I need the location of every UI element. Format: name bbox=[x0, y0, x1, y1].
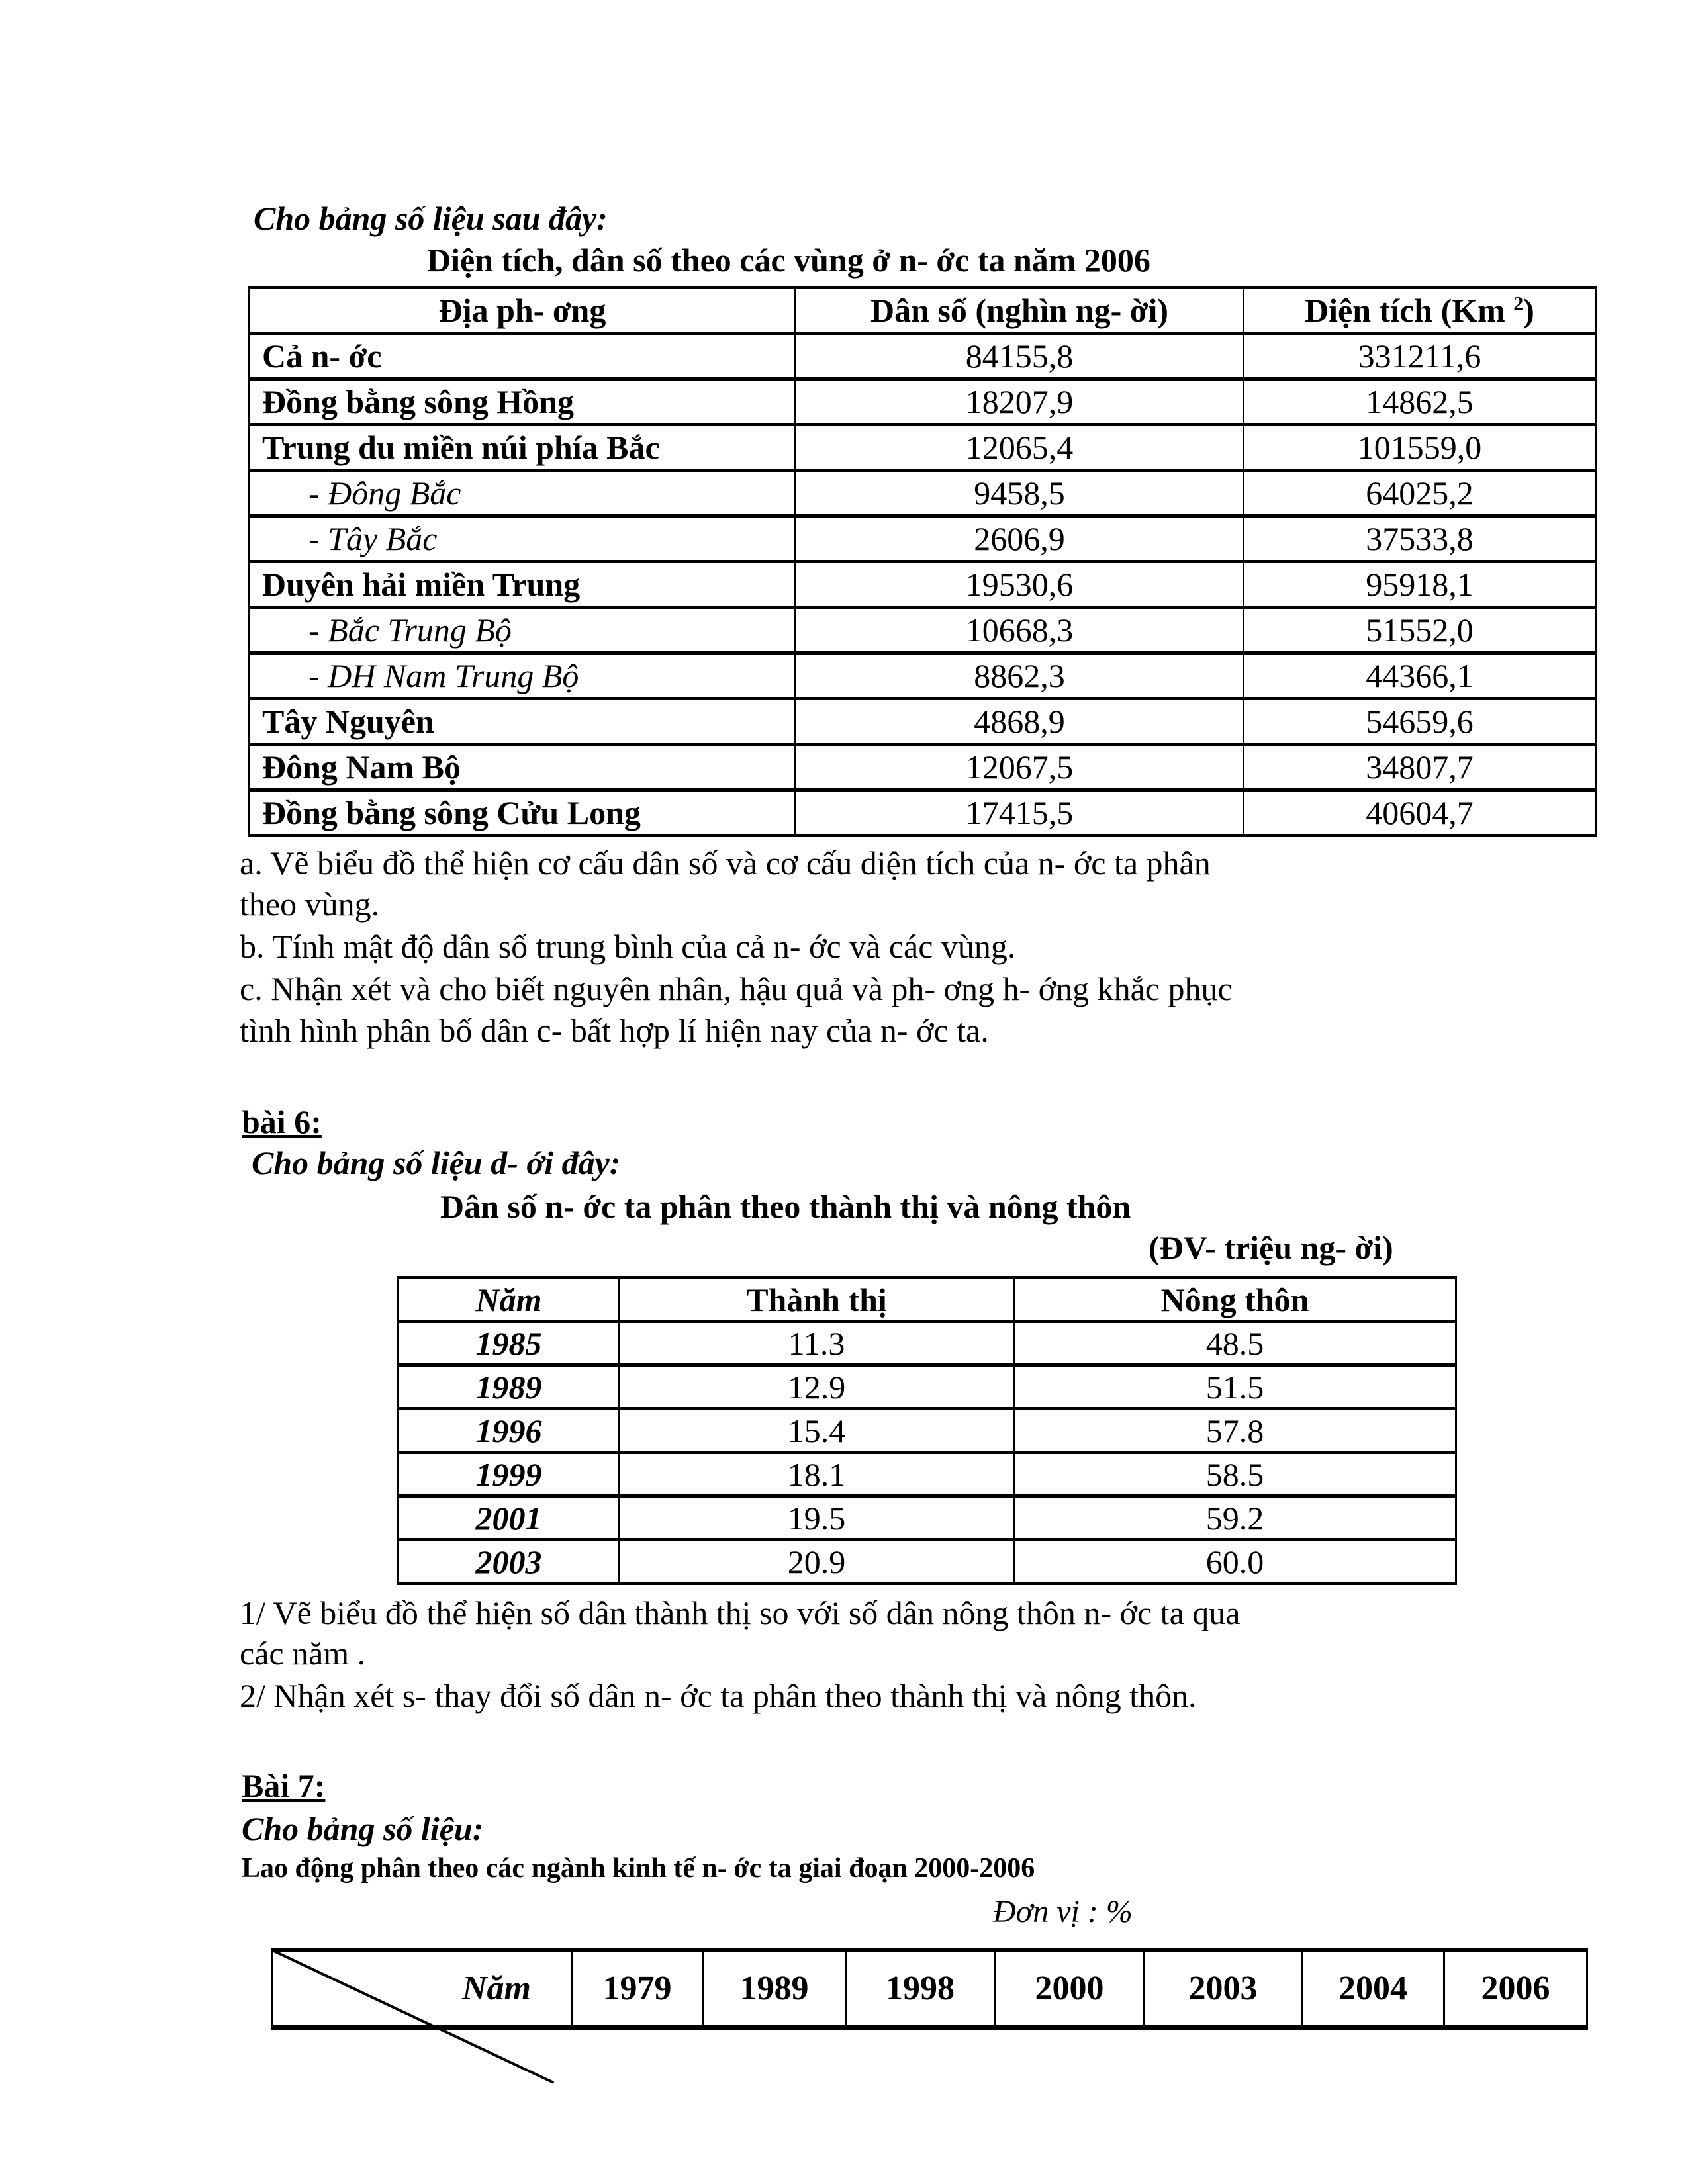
population-value: 9458,5 bbox=[796, 471, 1244, 516]
column-header-year-2004: 2004 bbox=[1302, 1950, 1444, 2028]
table-header-row bbox=[273, 1950, 1587, 2028]
table-title: Lao động phân theo các ngành kinh tế n- ớc ta giai đoạn 2000-2006 bbox=[242, 1853, 1035, 1884]
column-header-area bbox=[1244, 288, 1596, 334]
area-value: 54659,6 bbox=[1244, 699, 1596, 745]
table-row bbox=[399, 1322, 1456, 1365]
area-value: 37533,8 bbox=[1244, 516, 1596, 562]
area-value: 34807,7 bbox=[1244, 745, 1596, 790]
region-name: Đông Nam Bộ bbox=[250, 745, 796, 790]
column-header-region: Địa ph- ơng bbox=[250, 288, 796, 334]
rural-value: 60.0 bbox=[1014, 1540, 1456, 1584]
table-header-row bbox=[250, 288, 1596, 334]
question-1-line2: các năm . bbox=[240, 1635, 366, 1672]
question-c-line1: c. Nhận xét và cho biết nguyên nhân, hậu quả và ph- ơng h- ớng khắc phục bbox=[240, 970, 1233, 1007]
population-value: 4868,9 bbox=[796, 699, 1244, 745]
urban-value: 12.9 bbox=[620, 1365, 1014, 1409]
table-title: Diện tích, dân số theo các vùng ở n- ớc ta năm 2006 bbox=[427, 242, 1150, 279]
superscript: 2 bbox=[1513, 293, 1524, 315]
area-value: 14862,5 bbox=[1244, 379, 1596, 425]
rural-value: 57.8 bbox=[1014, 1409, 1456, 1453]
rural-value: 58.5 bbox=[1014, 1453, 1456, 1496]
region-name: Đồng bằng sông Cửu Long bbox=[250, 790, 796, 836]
table-row bbox=[250, 562, 1596, 608]
table-row bbox=[250, 334, 1596, 379]
population-value: 19530,6 bbox=[796, 562, 1244, 608]
urban-value: 11.3 bbox=[620, 1322, 1014, 1365]
unit-label: (ĐV- triệu ng- ời) bbox=[1149, 1229, 1393, 1266]
rural-value: 59.2 bbox=[1014, 1496, 1456, 1540]
table-row bbox=[399, 1453, 1456, 1496]
urban-rural-population-table bbox=[397, 1276, 1457, 1585]
unit-label: Đơn vị : % bbox=[993, 1894, 1133, 1929]
population-value: 84155,8 bbox=[796, 334, 1244, 379]
population-value: 8862,3 bbox=[796, 653, 1244, 699]
table-row bbox=[250, 699, 1596, 745]
area-value: 44366,1 bbox=[1244, 653, 1596, 699]
area-label: Diện tích (Km bbox=[1305, 292, 1505, 329]
region-name: Trung du miền núi phía Bắc bbox=[250, 425, 796, 471]
column-header-year-2006: 2006 bbox=[1444, 1950, 1587, 2028]
question-a-line2: theo vùng. bbox=[240, 886, 380, 923]
table-row bbox=[250, 790, 1596, 836]
population-value: 12065,4 bbox=[796, 425, 1244, 471]
year-value: 1989 bbox=[399, 1365, 620, 1409]
column-header-year-1998: 1998 bbox=[846, 1950, 995, 2028]
subregion-name: - Tây Bắc bbox=[250, 516, 796, 562]
year-value: 1999 bbox=[399, 1453, 620, 1496]
subregion-name: - Đông Bắc bbox=[250, 471, 796, 516]
table-row bbox=[250, 653, 1596, 699]
table-row bbox=[399, 1496, 1456, 1540]
question-1-line1: 1/ Vẽ biểu đồ thể hiện số dân thành thị so với số dân nông thôn n- ớc ta qua bbox=[240, 1594, 1241, 1631]
population-value: 18207,9 bbox=[796, 379, 1244, 425]
table-title: Dân số n- ớc ta phân theo thành thị và nông thôn bbox=[440, 1188, 1131, 1225]
question-a-line1: a. Vẽ biểu đồ thể hiện cơ cấu dân số và cơ cấu diện tích của n- ớc ta phân bbox=[240, 844, 1211, 882]
column-header-rural: Nông thôn bbox=[1014, 1278, 1456, 1322]
subregion-name: - DH Nam Trung Bộ bbox=[250, 653, 796, 699]
table-row bbox=[250, 608, 1596, 653]
population-value: 2606,9 bbox=[796, 516, 1244, 562]
area-value: 101559,0 bbox=[1244, 425, 1596, 471]
table-row bbox=[250, 379, 1596, 425]
column-header-population: Dân số (nghìn ng- ời) bbox=[796, 288, 1244, 334]
region-name: Duyên hải miền Trung bbox=[250, 562, 796, 608]
close-paren: ) bbox=[1523, 292, 1534, 329]
column-header-year-1979: 1979 bbox=[572, 1950, 703, 2028]
exercise-7-heading: Bài 7: bbox=[242, 1767, 326, 1804]
question-b: b. Tính mật độ dân số trung bình của cả n- ớc và các vùng. bbox=[240, 928, 1016, 965]
region-name: Tây Nguyên bbox=[250, 699, 796, 745]
table-row bbox=[250, 471, 1596, 516]
question-2: 2/ Nhận xét s- thay đổi số dân n- ớc ta phân theo thành thị và nông thôn. bbox=[240, 1677, 1197, 1714]
rural-value: 51.5 bbox=[1014, 1365, 1456, 1409]
year-value: 1996 bbox=[399, 1409, 620, 1453]
table-row bbox=[250, 425, 1596, 471]
exercise-6-heading: bài 6: bbox=[242, 1103, 322, 1140]
region-name: Đồng bằng sông Hồng bbox=[250, 379, 796, 425]
question-c-line2: tình hình phân bố dân c- bất hợp lí hiện nay của n- ớc ta. bbox=[240, 1012, 989, 1049]
population-value: 10668,3 bbox=[796, 608, 1244, 653]
area-value: 95918,1 bbox=[1244, 562, 1596, 608]
table-header-row bbox=[399, 1278, 1456, 1322]
subregion-name: - Bắc Trung Bộ bbox=[250, 608, 796, 653]
column-header-year: Năm bbox=[399, 1278, 620, 1322]
year-value: 1985 bbox=[399, 1322, 620, 1365]
column-header-year-2000: 2000 bbox=[995, 1950, 1145, 2028]
corner-header-year: Năm bbox=[273, 1950, 572, 2028]
urban-value: 20.9 bbox=[620, 1540, 1014, 1584]
column-header-year-1989: 1989 bbox=[703, 1950, 846, 2028]
column-header-year-2003: 2003 bbox=[1145, 1950, 1302, 2028]
region-population-area-table bbox=[248, 286, 1597, 837]
urban-value: 18.1 bbox=[620, 1453, 1014, 1496]
area-value: 64025,2 bbox=[1244, 471, 1596, 516]
area-value: 51552,0 bbox=[1244, 608, 1596, 653]
labor-by-sector-table bbox=[271, 1948, 1588, 2030]
table-row bbox=[399, 1365, 1456, 1409]
population-value: 12067,5 bbox=[796, 745, 1244, 790]
intro-text: Cho bảng số liệu: bbox=[242, 1810, 484, 1847]
column-header-urban: Thành thị bbox=[620, 1278, 1014, 1322]
table-row bbox=[250, 516, 1596, 562]
year-value: 2001 bbox=[399, 1496, 620, 1540]
intro-text: Cho bảng số liệu sau đây: bbox=[254, 200, 608, 237]
area-value: 40604,7 bbox=[1244, 790, 1596, 836]
year-value: 2003 bbox=[399, 1540, 620, 1584]
urban-value: 19.5 bbox=[620, 1496, 1014, 1540]
region-name: Cả n- ớc bbox=[250, 334, 796, 379]
intro-text: Cho bảng số liệu d- ới đây: bbox=[252, 1144, 621, 1181]
population-value: 17415,5 bbox=[796, 790, 1244, 836]
rural-value: 48.5 bbox=[1014, 1322, 1456, 1365]
area-value: 331211,6 bbox=[1244, 334, 1596, 379]
urban-value: 15.4 bbox=[620, 1409, 1014, 1453]
table-row bbox=[399, 1540, 1456, 1584]
table-row bbox=[250, 745, 1596, 790]
table-row bbox=[399, 1409, 1456, 1453]
